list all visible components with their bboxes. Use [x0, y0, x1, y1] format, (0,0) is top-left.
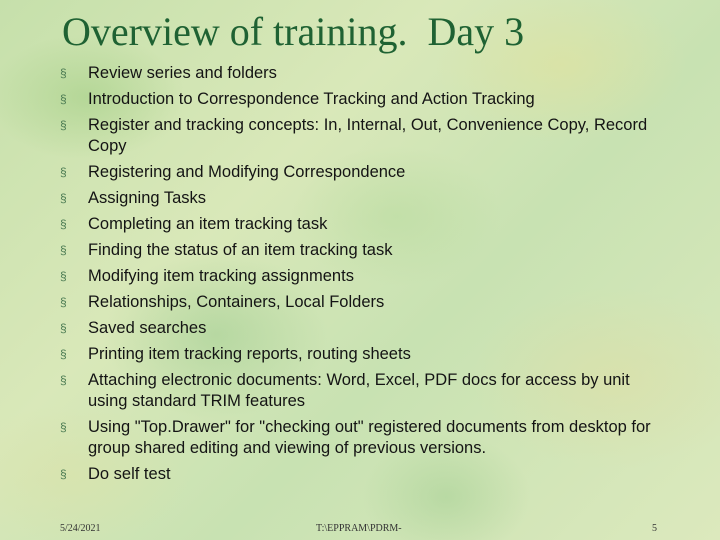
bullet-icon: §	[60, 92, 67, 106]
bullet-item	[60, 370, 660, 412]
bullet-item	[60, 162, 660, 183]
bullet-text: Printing item tracking reports, routing sheets	[88, 345, 411, 363]
bullet-icon: §	[60, 347, 67, 361]
bullet-item	[60, 115, 660, 157]
bullet-text: Completing an item tracking task	[88, 215, 328, 233]
bullet-icon: §	[60, 321, 67, 335]
bullet-item	[60, 63, 660, 84]
bullet-text: Introduction to Correspondence Tracking and Action Tracking	[88, 90, 535, 108]
bullet-text: Do self test	[88, 465, 171, 483]
bullet-icon: §	[60, 420, 67, 434]
bullet-icon: §	[60, 373, 67, 387]
bullet-icon: §	[60, 243, 67, 257]
bullet-icon: §	[60, 467, 67, 481]
bullet-icon: §	[60, 66, 67, 80]
bullet-item	[60, 266, 660, 287]
bullet-text: Assigning Tasks	[88, 189, 207, 207]
bullet-icon: §	[60, 217, 67, 231]
bullet-item	[60, 318, 660, 339]
bullet-icon: §	[60, 118, 67, 132]
bullet-text: Attaching electronic documents: Word, Excel, PDF docs for access by unit using standard TRIM features	[88, 371, 630, 410]
bullet-item	[60, 240, 660, 261]
bullet-text: Modifying item tracking assignments	[88, 267, 354, 285]
bullet-item	[60, 344, 660, 365]
slide-title: Overview of training. Day 3	[62, 9, 525, 54]
bullet-text: Using "Top.Drawer" for "checking out" registered documents from desktop for group shared editing and viewing of previous versions.	[88, 418, 651, 457]
bullet-item	[60, 292, 660, 313]
footer-page-number: 5	[652, 523, 657, 534]
bullet-icon: §	[60, 191, 67, 205]
bullet-text: Registering and Modifying Correspondence	[88, 163, 406, 181]
bullet-text: Review series and folders	[88, 64, 277, 82]
bullet-text: Finding the status of an item tracking task	[88, 241, 393, 259]
bullet-icon: §	[60, 295, 67, 309]
footer-path: T:\EPPRAM\PDRM-	[316, 523, 402, 534]
bullet-text: Relationships, Containers, Local Folders	[88, 293, 385, 311]
bullet-item	[60, 464, 660, 485]
bullet-text: Saved searches	[88, 319, 207, 337]
bullet-list	[60, 63, 660, 490]
bullet-item	[60, 89, 660, 110]
bullet-item	[60, 417, 660, 459]
bullet-icon: §	[60, 165, 67, 179]
bullet-item	[60, 214, 660, 235]
bullet-icon: §	[60, 269, 67, 283]
footer-date: 5/24/2021	[60, 523, 101, 534]
bullet-item	[60, 188, 660, 209]
bullet-text: Register and tracking concepts: In, Internal, Out, Convenience Copy, Record Copy	[88, 116, 648, 155]
